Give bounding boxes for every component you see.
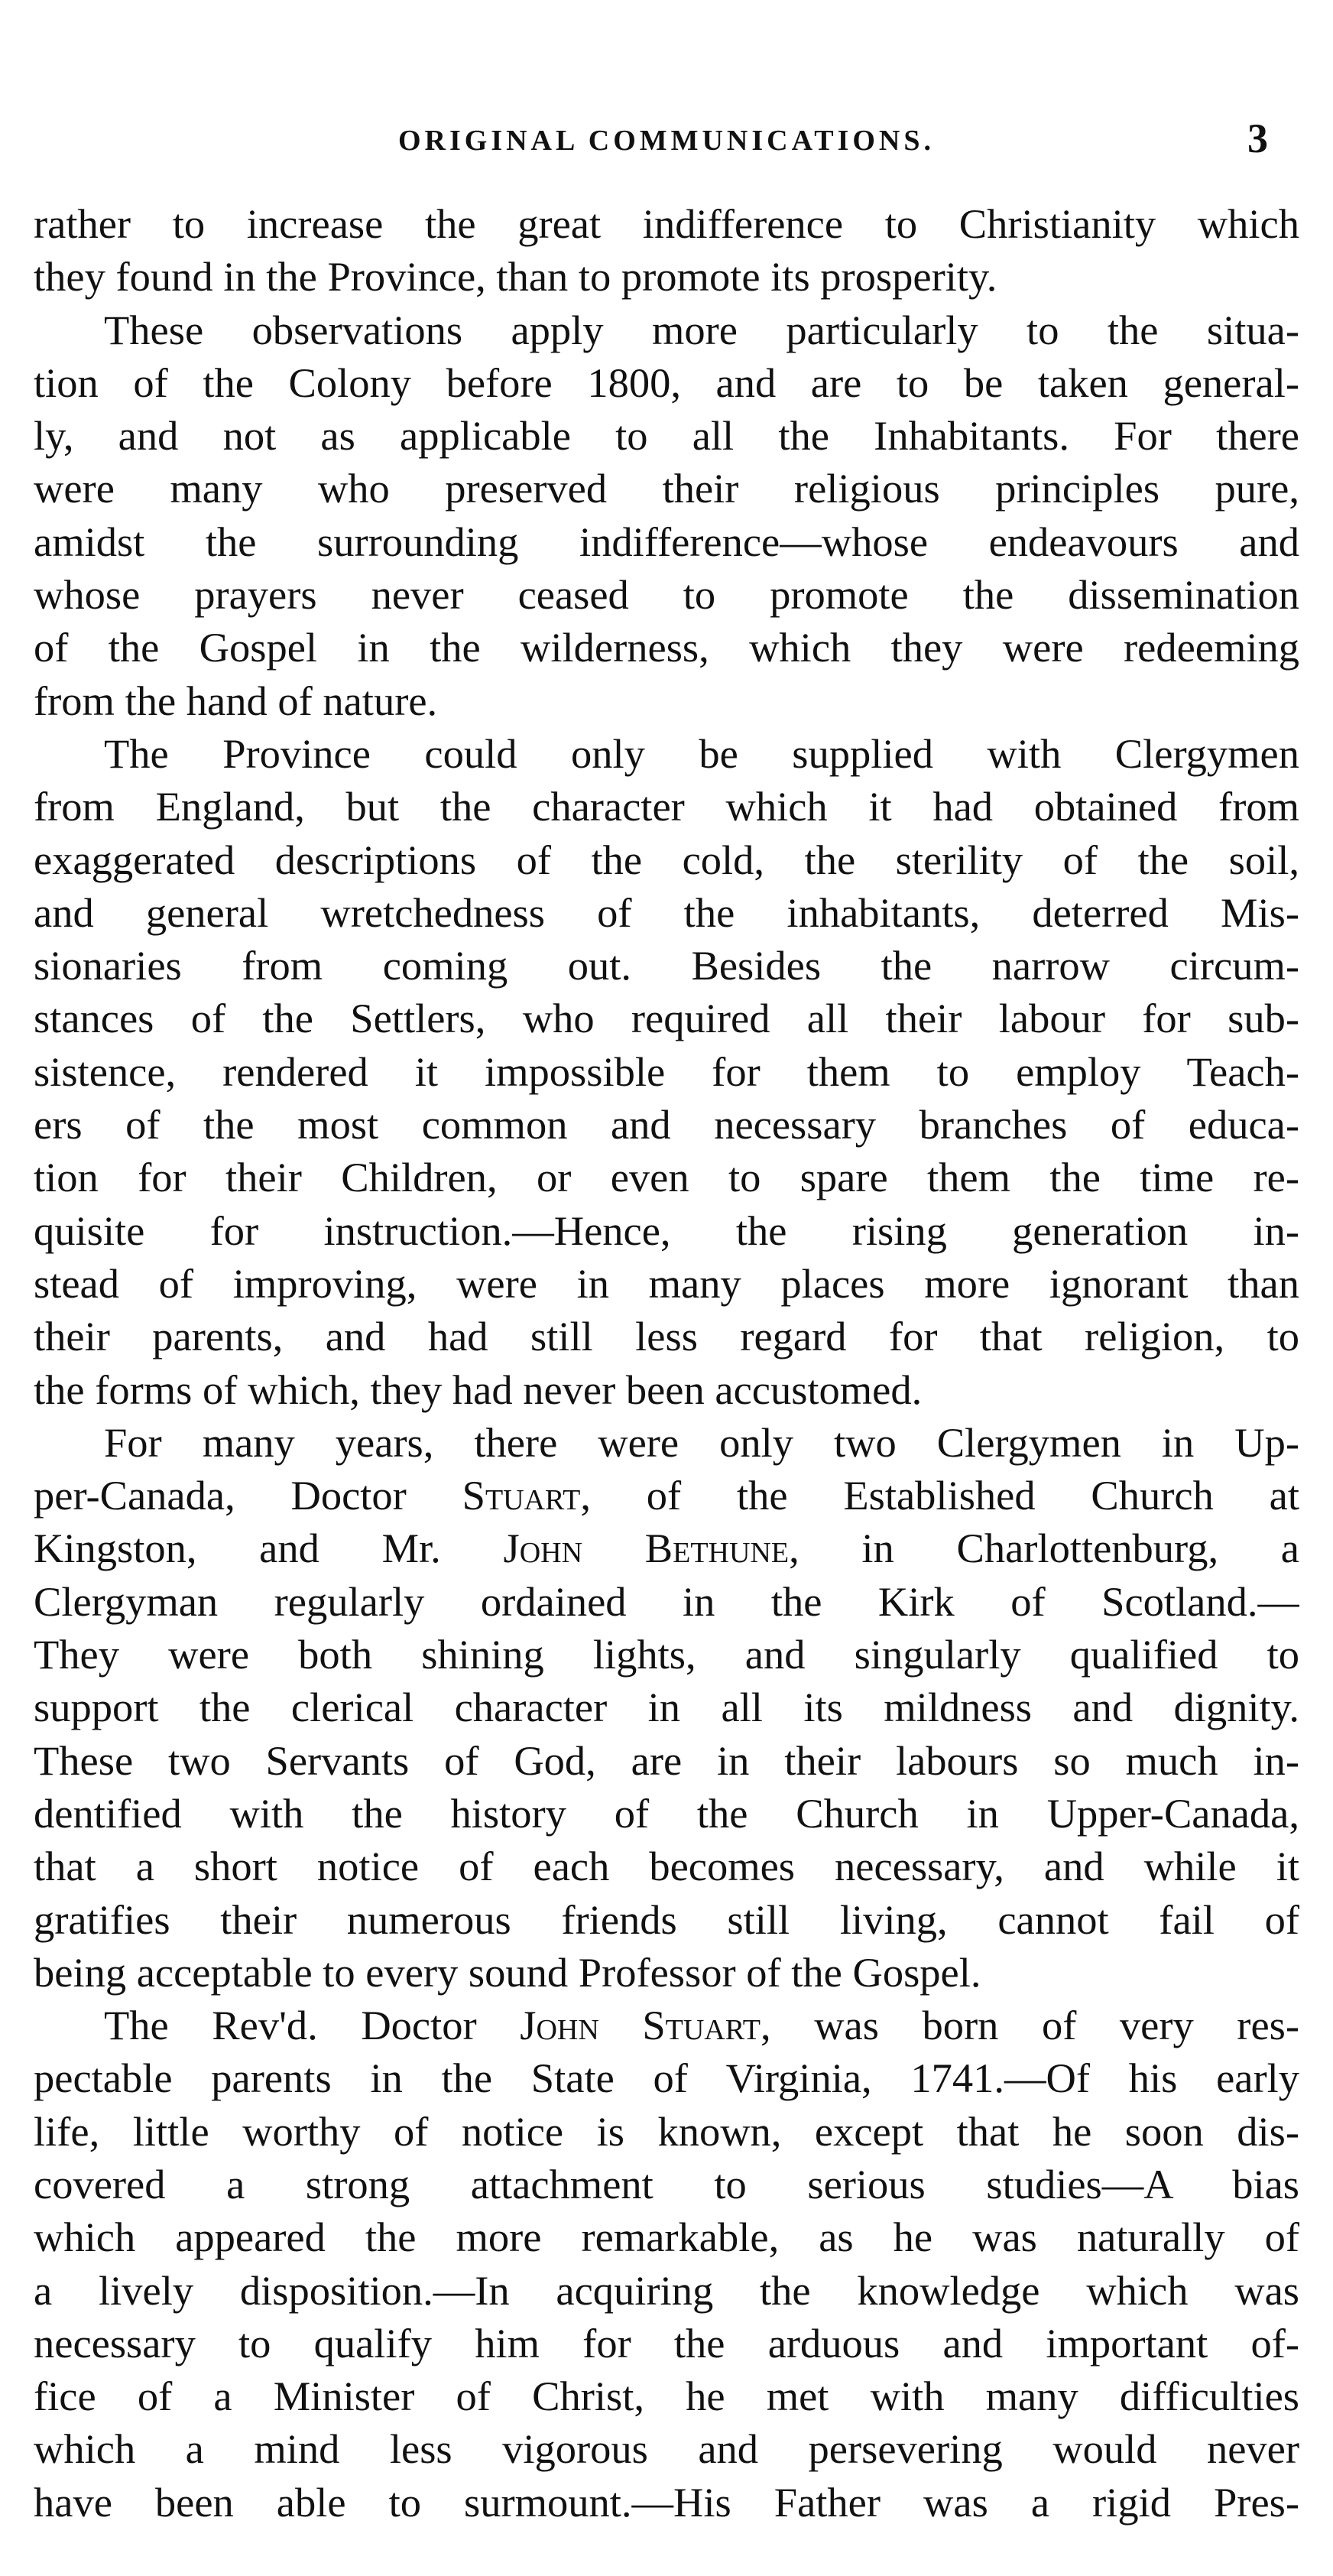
text-segment: of the Gospel in the wilderness, which they were redeeming xyxy=(34,624,1299,671)
text-line xyxy=(34,1045,1299,1098)
text-line xyxy=(34,462,1299,515)
text-line xyxy=(34,515,1299,568)
text-line xyxy=(34,780,1299,833)
text-line xyxy=(34,1840,1299,1892)
text-segment: their parents, and had still less regard for that religion, to xyxy=(34,1313,1299,1360)
text-segment: tion of the Colony before 1800, and are to be taken general- xyxy=(34,359,1299,406)
text-segment: stead of improving, were in many places more ignorant than xyxy=(34,1259,1299,1307)
text-segment: were many who preserved their religious principles pure, xyxy=(34,465,1299,512)
text-segment: fice of a Minister of Christ, he met with many difficulties xyxy=(34,2373,1299,2420)
text-line xyxy=(34,2422,1299,2475)
small-caps-name: Stuart xyxy=(462,1472,581,1519)
text-segment: These observations apply more particularly to the situa- xyxy=(104,306,1299,353)
text-line xyxy=(34,833,1299,886)
text-line xyxy=(34,1893,1299,1946)
text-segment: sionaries from coming out. Besides the narrow circum- xyxy=(34,942,1299,989)
text-line xyxy=(34,2317,1299,2370)
text-segment: sistence, rendered it impossible for them to employ Teach- xyxy=(34,1048,1299,1095)
text-segment: ers of the most common and necessary branches of educa- xyxy=(34,1101,1299,1148)
text-line xyxy=(34,1151,1299,1204)
text-line xyxy=(34,1257,1299,1310)
text-segment: The Rev'd. Doctor xyxy=(104,2002,521,2049)
text-segment: For many years, there were only two Clergymen in Up- xyxy=(104,1418,1299,1466)
text-line xyxy=(34,1363,1299,1416)
running-head xyxy=(0,115,1333,168)
text-line xyxy=(34,1522,1299,1574)
text-line xyxy=(34,886,1299,939)
text-segment: and general wretchedness of the inhabitants, deterred Mis- xyxy=(34,888,1299,936)
text-segment: gratifies their numerous friends still living, cannot fail of xyxy=(34,1895,1299,1943)
text-segment: support the clerical character in all its mildness and dignity. xyxy=(34,1684,1299,1731)
page-number: 3 xyxy=(1247,115,1268,161)
text-segment: whose prayers never ceased to promote the dissemination xyxy=(34,571,1299,619)
text-line xyxy=(34,939,1299,992)
body-text xyxy=(34,197,1299,2529)
text-segment: exaggerated descriptions of the cold, the sterility of the soil, xyxy=(34,836,1299,883)
text-segment: per-Canada, Doctor xyxy=(34,1472,462,1519)
text-segment: necessary to qualify him for the arduous and important of- xyxy=(34,2319,1299,2366)
text-segment: Kingston, and Mr. xyxy=(34,1525,504,1572)
running-title: ORIGINAL COMMUNICATIONS. xyxy=(397,125,935,157)
text-line xyxy=(34,674,1299,727)
text-line xyxy=(34,1946,1299,1999)
text-segment: have been able to surmount.—His Father was a rigid Pres- xyxy=(34,2478,1299,2526)
text-line xyxy=(34,2211,1299,2263)
text-segment: pectable parents in the State of Virginia, 1741.—Of his early xyxy=(34,2055,1299,2102)
text-line xyxy=(34,1681,1299,1733)
text-line xyxy=(34,621,1299,674)
text-line xyxy=(34,250,1299,303)
text-line xyxy=(34,1098,1299,1151)
text-line xyxy=(34,1999,1299,2051)
text-line xyxy=(34,2105,1299,2158)
text-line xyxy=(34,1204,1299,1257)
text-segment: that a short notice of each becomes necessary, and while it xyxy=(34,1843,1299,1890)
text-line xyxy=(34,1416,1299,1469)
text-segment: being acceptable to every sound Professor of the Gospel. xyxy=(34,1948,981,1996)
text-segment: These two Servants of God, are in their labours so much in- xyxy=(34,1736,1299,1784)
text-line xyxy=(34,1628,1299,1681)
text-segment: from the hand of nature. xyxy=(34,677,438,724)
text-line xyxy=(34,304,1299,356)
text-line xyxy=(34,356,1299,409)
text-line xyxy=(34,2051,1299,2104)
text-segment: dentified with the history of the Church in Upper-Canada, xyxy=(34,1789,1299,1837)
text-line xyxy=(34,2264,1299,2317)
text-segment: stances of the Settlers, who required all their labour for sub- xyxy=(34,995,1299,1042)
text-line xyxy=(34,2476,1299,2529)
text-segment: quisite for instruction.—Hence, the rising generation in- xyxy=(34,1207,1299,1254)
text-segment: , in Charlottenburg, a xyxy=(789,1525,1299,1572)
text-segment: ly, and not as applicable to all the Inhabitants. For there xyxy=(34,412,1299,460)
text-segment: tion for their Children, or even to spare them the time re- xyxy=(34,1154,1299,1201)
text-segment: They were both shining lights, and singularly qualified to xyxy=(34,1631,1299,1678)
text-line xyxy=(34,1469,1299,1522)
text-line xyxy=(34,197,1299,250)
text-segment: they found in the Province, than to promote its prosperity. xyxy=(34,253,997,300)
text-line xyxy=(34,409,1299,462)
text-segment: Clergyman regularly ordained in the Kirk of Scotland.— xyxy=(34,1577,1299,1625)
text-line xyxy=(34,1575,1299,1628)
text-segment: which appeared the more remarkable, as he was naturally of xyxy=(34,2214,1299,2261)
text-line xyxy=(34,2370,1299,2422)
text-segment: , of the Established Church at xyxy=(580,1472,1299,1519)
small-caps-name: John Bethune xyxy=(503,1525,790,1572)
text-line xyxy=(34,1310,1299,1363)
text-segment: from England, but the character which it had obtained from xyxy=(34,783,1299,830)
small-caps-name: John Stuart xyxy=(520,2002,761,2049)
text-line xyxy=(34,568,1299,621)
text-segment: a lively disposition.—In acquiring the knowledge which was xyxy=(34,2266,1299,2314)
text-segment: amidst the surrounding indifference—whose endeavours and xyxy=(34,518,1299,565)
text-segment: rather to increase the great indifference to Christianity which xyxy=(34,200,1299,247)
text-segment: life, little worthy of notice is known, except that he soon dis- xyxy=(34,2107,1299,2155)
text-line xyxy=(34,727,1299,780)
text-segment: The Province could only be supplied with Clergymen xyxy=(104,729,1299,777)
text-segment: covered a strong attachment to serious studies—A bias xyxy=(34,2160,1299,2207)
text-line xyxy=(34,2158,1299,2211)
text-line xyxy=(34,992,1299,1044)
text-segment: , was born of very res- xyxy=(761,2002,1299,2049)
text-segment: which a mind less vigorous and persevering would never xyxy=(34,2425,1299,2473)
text-line xyxy=(34,1734,1299,1787)
text-segment: the forms of which, they had never been accustomed. xyxy=(34,1366,923,1413)
text-line xyxy=(34,1787,1299,1840)
